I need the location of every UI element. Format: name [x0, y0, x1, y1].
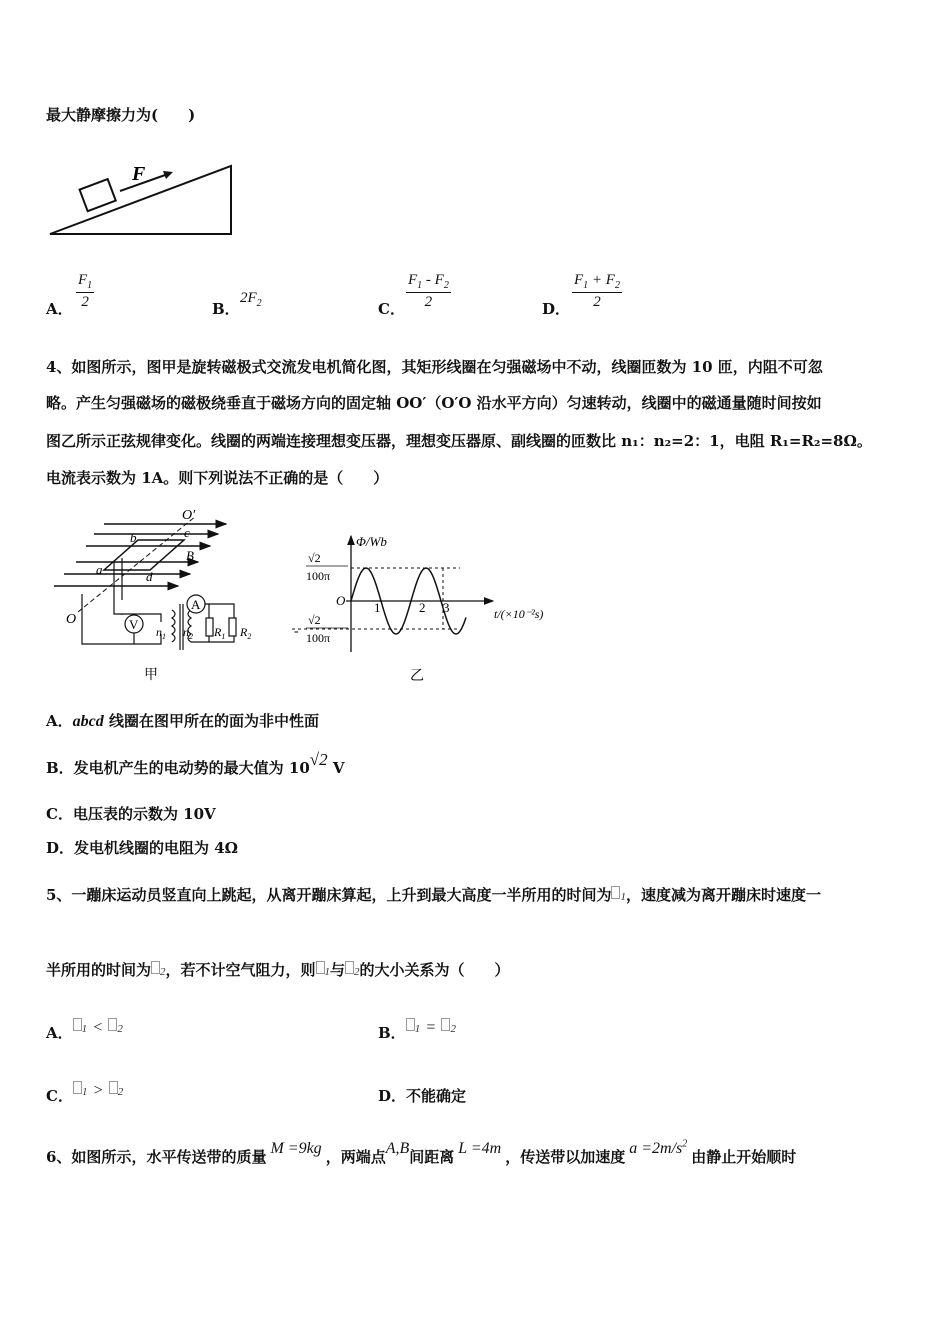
coil-label-d: d	[146, 569, 153, 584]
q5-text-line1: 5、一蹦床运动员竖直向上跳起，从离开蹦床算起，上升到最大高度一半所用的时间为 1，速度减为离开蹦床时速度一	[46, 886, 821, 904]
y-axis-label: Φ/Wb	[356, 534, 387, 549]
voltmeter-label: V	[129, 617, 139, 632]
q5-text-line2: 半所用的时间为 2，若不计空气阻力，则 1与 2的大小关系为（ ）	[46, 961, 510, 979]
q3-option-a-value: $\frac{F_1}{2}$	[78, 272, 93, 310]
q5-option-a: A． 1 < 2	[46, 1019, 123, 1042]
flux-graph	[288, 528, 578, 688]
q5-option-d: D．不能确定	[378, 1087, 467, 1105]
field-label-b: B	[186, 548, 194, 563]
q4-text-line3: 图乙所示正弦规律变化。线圈的两端连接理想变压器，理想变压器原、副线圈的匝数比 n₁：n₂=2：1，电阻 R₁=R₂=8Ω。	[46, 432, 872, 450]
axis-label-o: O	[66, 612, 77, 627]
label-r1: $R_1$	[214, 625, 226, 641]
q4-text-line1: 4、如图所示，图甲是旋转磁极式交流发电机简化图，其矩形线圈在匀强磁场中不动，线圈匝数为 10 匝，内阻不可忽	[46, 358, 823, 376]
label-n2: $n_2$	[183, 625, 193, 641]
q3-option-d-value: $\frac{F_1 + F_2}{2}$	[574, 272, 620, 310]
q5-option-c: C． 1 > 2	[46, 1082, 124, 1105]
fig-yi-caption: 乙	[410, 669, 424, 684]
x-axis-label: t/(×10⁻²s)	[494, 607, 544, 621]
q3-option-d-label: D．	[542, 300, 571, 318]
q4-option-c: C．电压表的示数为 10V	[46, 805, 216, 823]
q4-option-b: B．发电机产生的电动势的最大值为 10√2 V	[46, 750, 345, 777]
coil-label-a: a	[96, 562, 103, 577]
incline-figure	[46, 160, 246, 242]
q6-text-line1: 6、如图所示，水平传送带的质量 M =9kg ，两端点A,B间距离 L =4m ，传送带以加速度 $a =2m/s^2$由静止开始顺时	[46, 1138, 797, 1166]
q3-option-c-label: C．	[378, 300, 405, 318]
fig-jia-caption: 甲	[144, 668, 158, 683]
force-label: F	[132, 163, 146, 185]
q5-option-b: B． 1 = 2	[378, 1019, 456, 1042]
q3-option-b-value: $2F_2$	[240, 290, 262, 309]
q4-text-line2: 略。产生匀强磁场的磁极绕垂直于磁场方向的固定轴 OO′（O′O 沿水平方向）匀速转动，线圈中的磁通量随时间按如	[46, 394, 822, 412]
xtick-3: 3	[443, 600, 450, 615]
generator-figure	[46, 504, 286, 686]
q3-option-a-label: A．	[46, 300, 73, 318]
origin-label: O	[336, 593, 346, 608]
ytick-neg-num: √2	[308, 613, 321, 627]
label-r2: $R_2$	[240, 625, 252, 641]
coil-label-c: c	[184, 525, 190, 540]
label-n1: $n_1$	[156, 625, 166, 641]
axis-label-o-prime: O′	[182, 508, 196, 523]
q3-tail: 最大静摩擦力为( )	[46, 106, 196, 124]
ytick-neg-den: 100π	[306, 631, 331, 645]
q3-option-b-label: B．	[212, 300, 240, 318]
q3-option-c-value: $\frac{F_1 - F_2}{2}$	[408, 272, 449, 310]
xtick-2: 2	[419, 600, 426, 615]
ytick-pos-num: √2	[308, 551, 321, 565]
q4-option-a: A．abcd 线圈在图甲所在的面为非中性面	[46, 712, 319, 730]
xtick-1: 1	[374, 600, 381, 615]
q4-text-line4: 电流表示数为 1A。则下列说法不正确的是（ ）	[46, 469, 389, 487]
q4-option-d: D．发电机线圈的电阻为 4Ω	[46, 839, 239, 857]
ytick-pos-den: 100π	[306, 569, 331, 583]
neg-sign: -	[294, 624, 299, 639]
ammeter-label: A	[191, 597, 201, 612]
coil-label-b: b	[130, 530, 137, 545]
